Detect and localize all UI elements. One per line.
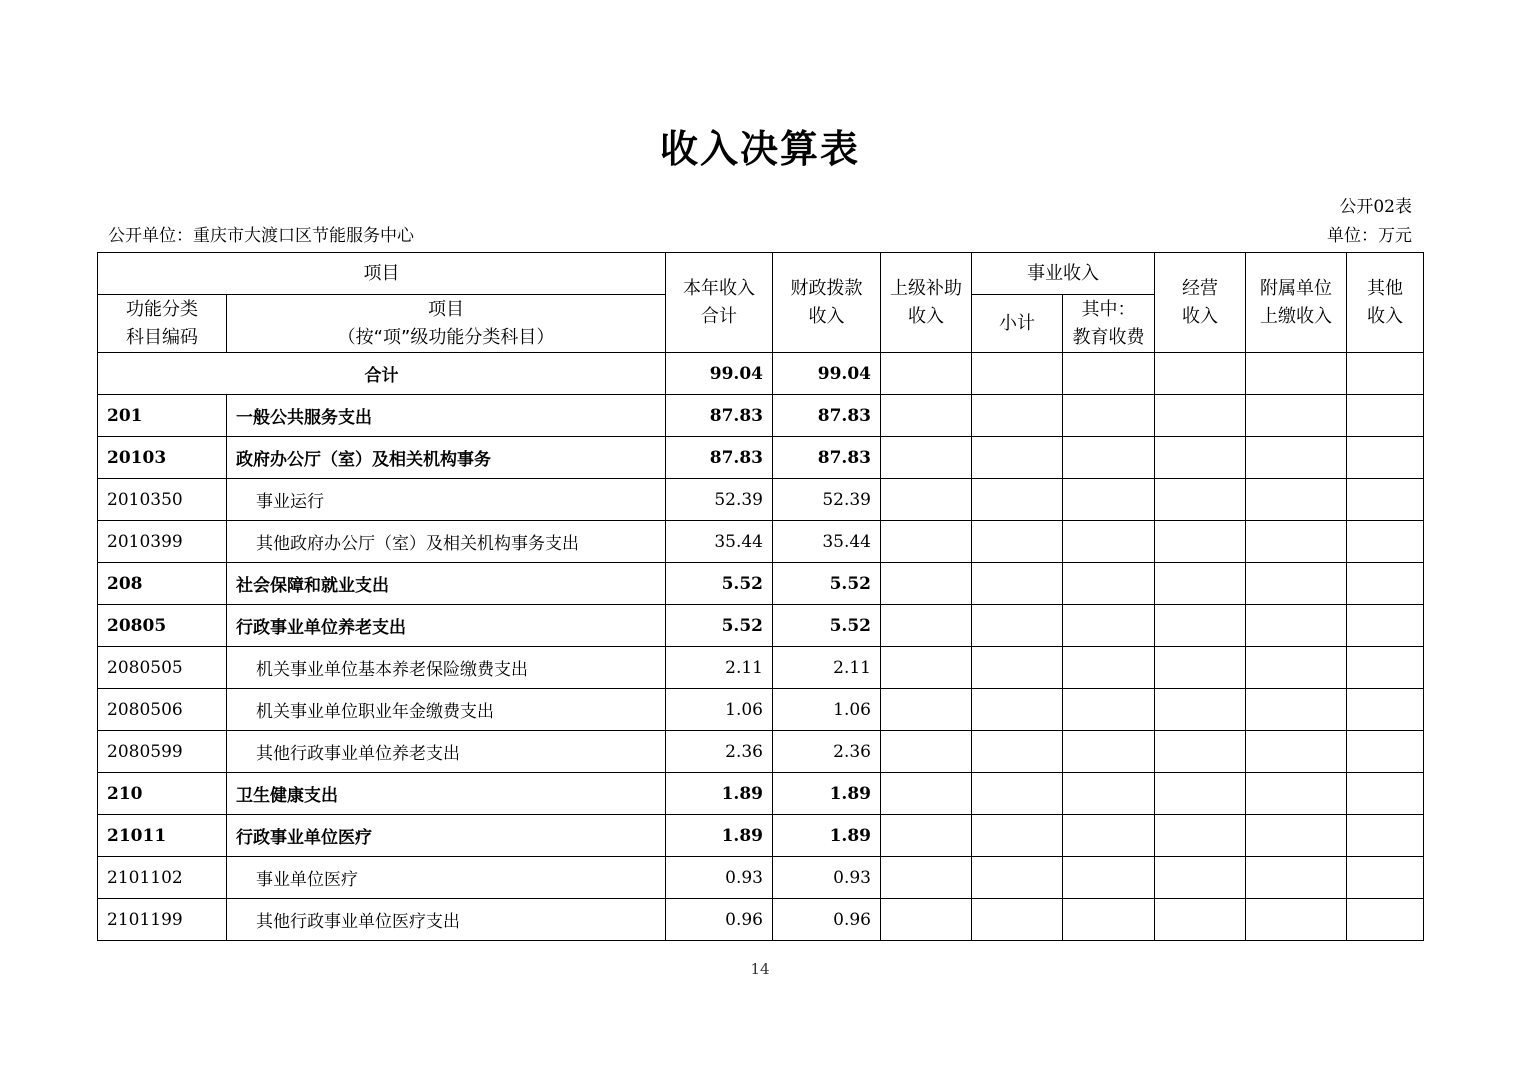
total-fiscal: 99.04 (773, 353, 881, 395)
empty-cell (881, 479, 972, 521)
table-row (98, 605, 1424, 647)
empty-cell (1246, 857, 1347, 899)
page-number: 14 (750, 960, 770, 978)
empty-cell (1246, 899, 1347, 941)
table-row (98, 479, 1424, 521)
header-superior: 上级补助 收入 (881, 253, 972, 353)
row-name: 社会保障和就业支出 (227, 563, 666, 605)
empty-cell (1155, 563, 1246, 605)
empty-cell (1246, 815, 1347, 857)
empty-cell (1063, 731, 1155, 773)
row-code: 20805 (98, 605, 227, 647)
header-name: 项目 （按“项”级功能分类科目） (227, 295, 666, 353)
header-total: 本年收入 合计 (666, 253, 773, 353)
empty-cell (881, 605, 972, 647)
row-fiscal: 1.89 (773, 815, 881, 857)
row-name: 其他政府办公厅（室）及相关机构事务支出 (227, 521, 666, 563)
empty-cell (1063, 479, 1155, 521)
row-name: 其他行政事业单位养老支出 (227, 731, 666, 773)
row-code: 210 (98, 773, 227, 815)
header-business: 经营 收入 (1155, 253, 1246, 353)
row-code: 201 (98, 395, 227, 437)
empty-cell (881, 857, 972, 899)
total-income: 99.04 (666, 353, 773, 395)
row-fiscal: 1.06 (773, 689, 881, 731)
header-subtotal: 小计 (972, 295, 1063, 353)
row-total: 0.93 (666, 857, 773, 899)
row-fiscal: 87.83 (773, 395, 881, 437)
empty-cell (972, 605, 1063, 647)
row-total: 1.89 (666, 815, 773, 857)
row-name: 卫生健康支出 (227, 773, 666, 815)
empty-cell (1347, 731, 1424, 773)
header-other: 其他 收入 (1347, 253, 1424, 353)
header-item: 项目 (98, 253, 666, 295)
empty-cell (1246, 773, 1347, 815)
empty-cell (1155, 605, 1246, 647)
row-name: 机关事业单位职业年金缴费支出 (227, 689, 666, 731)
empty-cell (972, 689, 1063, 731)
empty-cell (881, 773, 972, 815)
page-title: 收入决算表 (659, 127, 860, 171)
row-fiscal: 2.11 (773, 647, 881, 689)
empty-cell (1063, 899, 1155, 941)
row-fiscal: 5.52 (773, 605, 881, 647)
empty-cell (1246, 731, 1347, 773)
row-fiscal: 1.89 (773, 773, 881, 815)
row-name: 其他行政事业单位医疗支出 (227, 899, 666, 941)
table-row (98, 563, 1424, 605)
empty-cell (972, 857, 1063, 899)
row-code: 2080599 (98, 731, 227, 773)
empty-cell (1155, 731, 1246, 773)
empty-cell (1246, 647, 1347, 689)
empty-cell (881, 395, 972, 437)
table-row (98, 437, 1424, 479)
row-total: 5.52 (666, 563, 773, 605)
row-fiscal: 87.83 (773, 437, 881, 479)
empty-cell (1246, 437, 1347, 479)
empty-cell (1347, 899, 1424, 941)
empty-cell (1155, 521, 1246, 563)
row-code: 20103 (98, 437, 227, 479)
header-fiscal: 财政拨款 收入 (773, 253, 881, 353)
row-code: 208 (98, 563, 227, 605)
empty-cell (972, 395, 1063, 437)
row-total: 52.39 (666, 479, 773, 521)
table-row (98, 689, 1424, 731)
row-total: 2.11 (666, 647, 773, 689)
empty-cell (1063, 563, 1155, 605)
empty-cell (1063, 773, 1155, 815)
row-total: 87.83 (666, 395, 773, 437)
empty-cell (972, 521, 1063, 563)
row-name: 机关事业单位基本养老保险缴费支出 (227, 647, 666, 689)
row-name: 事业运行 (227, 479, 666, 521)
empty-cell (881, 899, 972, 941)
table-row (98, 647, 1424, 689)
empty-cell (1155, 815, 1246, 857)
empty-cell (1155, 395, 1246, 437)
empty-cell (1246, 563, 1347, 605)
currency-unit: 单位：万元 (1327, 226, 1412, 246)
empty-cell (1155, 647, 1246, 689)
header-edu-fee: 其中： 教育收费 (1063, 295, 1155, 353)
empty-cell (881, 563, 972, 605)
header-career: 事业收入 (972, 253, 1155, 295)
row-total: 35.44 (666, 521, 773, 563)
table-row (98, 857, 1424, 899)
empty-cell (1155, 689, 1246, 731)
empty-cell (972, 563, 1063, 605)
row-fiscal: 0.93 (773, 857, 881, 899)
empty-cell (1347, 437, 1424, 479)
empty-cell (881, 647, 972, 689)
empty-cell (972, 437, 1063, 479)
empty-cell (1246, 479, 1347, 521)
empty-cell (1347, 647, 1424, 689)
empty-cell (1246, 689, 1347, 731)
row-total: 1.89 (666, 773, 773, 815)
empty-cell (1347, 857, 1424, 899)
row-total: 0.96 (666, 899, 773, 941)
row-total: 2.36 (666, 731, 773, 773)
empty-cell (1347, 773, 1424, 815)
empty-cell (972, 479, 1063, 521)
row-name: 行政事业单位医疗 (227, 815, 666, 857)
row-code: 21011 (98, 815, 227, 857)
empty-cell (1155, 773, 1246, 815)
empty-cell (972, 899, 1063, 941)
empty-cell (1246, 521, 1347, 563)
table-row (98, 395, 1424, 437)
row-name: 政府办公厅（室）及相关机构事务 (227, 437, 666, 479)
empty-cell (1063, 857, 1155, 899)
total-label: 合计 (98, 353, 666, 395)
row-code: 2010350 (98, 479, 227, 521)
empty-cell (881, 437, 972, 479)
empty-cell (1063, 647, 1155, 689)
row-name: 一般公共服务支出 (227, 395, 666, 437)
form-number: 公开02表 (1339, 197, 1412, 217)
empty-cell (881, 689, 972, 731)
row-total: 5.52 (666, 605, 773, 647)
header-affiliated: 附属单位 上缴收入 (1246, 253, 1347, 353)
row-fiscal: 35.44 (773, 521, 881, 563)
empty-cell (1347, 479, 1424, 521)
row-total: 87.83 (666, 437, 773, 479)
empty-cell (1347, 689, 1424, 731)
empty-cell (972, 773, 1063, 815)
row-fiscal: 0.96 (773, 899, 881, 941)
empty-cell (1063, 689, 1155, 731)
row-total: 1.06 (666, 689, 773, 731)
empty-cell (881, 731, 972, 773)
empty-cell (1063, 605, 1155, 647)
empty-cell (1246, 395, 1347, 437)
empty-cell (1347, 521, 1424, 563)
empty-cell (1155, 857, 1246, 899)
header-code: 功能分类 科目编码 (98, 295, 227, 353)
empty-cell (881, 815, 972, 857)
row-code: 2101199 (98, 899, 227, 941)
empty-cell (1063, 815, 1155, 857)
empty-cell (881, 521, 972, 563)
row-code: 2080506 (98, 689, 227, 731)
table-row (98, 773, 1424, 815)
table-row (98, 521, 1424, 563)
row-name: 行政事业单位养老支出 (227, 605, 666, 647)
row-fiscal: 52.39 (773, 479, 881, 521)
empty-cell (1155, 899, 1246, 941)
empty-cell (1063, 395, 1155, 437)
row-code: 2080505 (98, 647, 227, 689)
empty-cell (1347, 815, 1424, 857)
row-fiscal: 5.52 (773, 563, 881, 605)
empty-cell (972, 647, 1063, 689)
empty-cell (1155, 437, 1246, 479)
empty-cell (1347, 605, 1424, 647)
table-row (98, 899, 1424, 941)
income-table (97, 252, 1424, 941)
row-code: 2010399 (98, 521, 227, 563)
empty-cell (1155, 479, 1246, 521)
row-name: 事业单位医疗 (227, 857, 666, 899)
row-fiscal: 2.36 (773, 731, 881, 773)
row-code: 2101102 (98, 857, 227, 899)
table-row (98, 731, 1424, 773)
empty-cell (972, 731, 1063, 773)
empty-cell (1063, 437, 1155, 479)
empty-cell (972, 815, 1063, 857)
empty-cell (1347, 563, 1424, 605)
reporting-unit: 公开单位：重庆市大渡口区节能服务中心 (108, 226, 414, 246)
empty-cell (1063, 521, 1155, 563)
total-row (98, 353, 1424, 395)
table-row (98, 815, 1424, 857)
empty-cell (1347, 395, 1424, 437)
empty-cell (1246, 605, 1347, 647)
